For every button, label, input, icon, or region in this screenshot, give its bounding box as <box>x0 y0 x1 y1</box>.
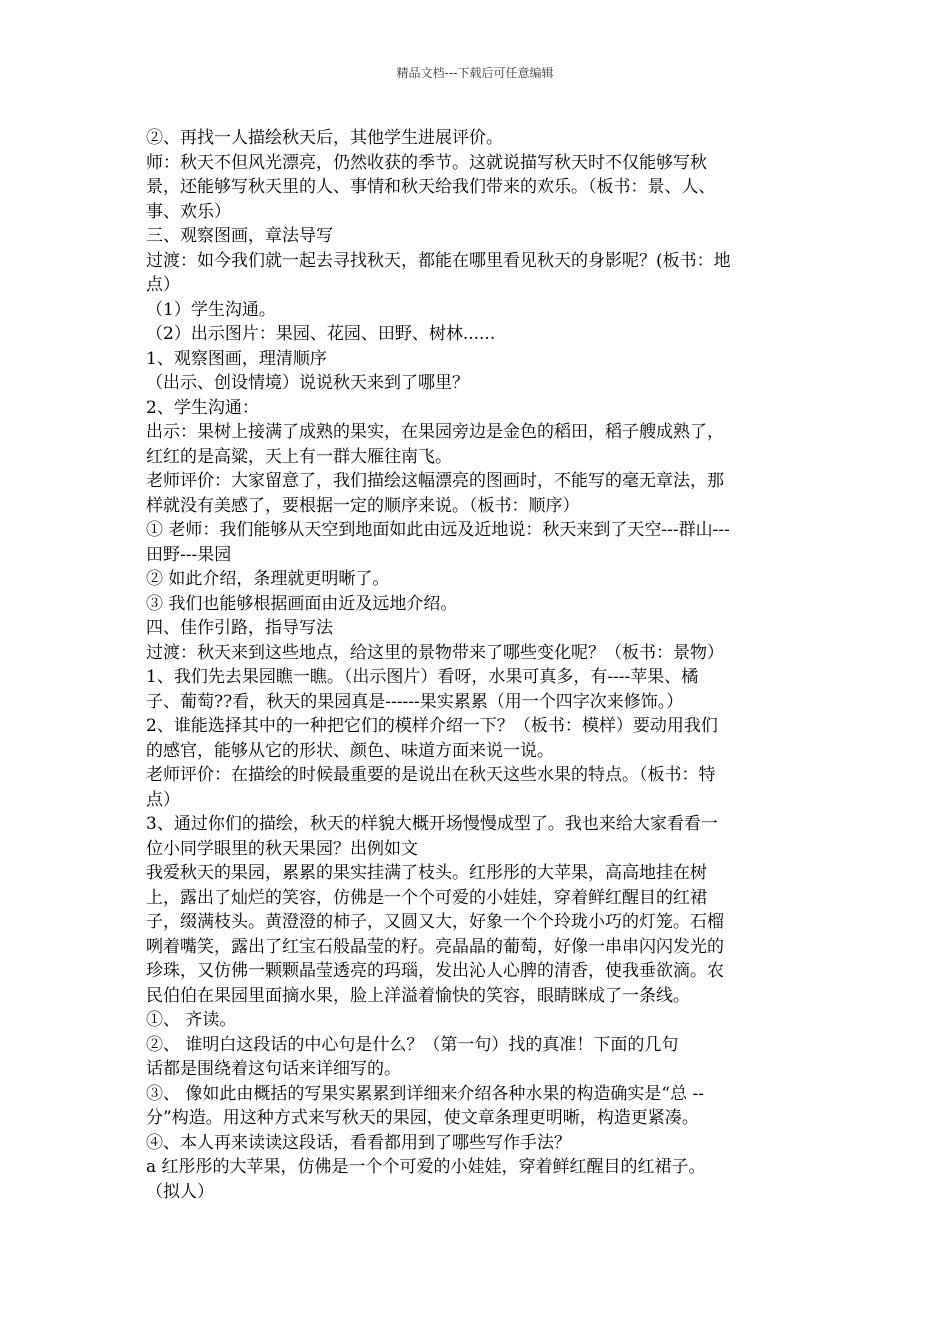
text-line: 咧着嘴笑，露出了红宝石般晶莹的籽。亮晶晶的葡萄，好像一串串闪闪发光的 <box>146 936 724 957</box>
text-line: a 红彤彤的大苹果，仿佛是一个个可爱的小娃娃，穿着鲜红醒目的红裙子。 <box>146 1157 706 1177</box>
text-line: 样就没有美感了，要根据一定的顺序来说。（板书：顺序） <box>146 495 580 516</box>
text-line: 三、观察图画，章法导写 <box>146 226 333 246</box>
text-line: （拟人） <box>146 1181 214 1202</box>
page-header: 精品文档---下载后可任意编辑 <box>396 66 554 80</box>
text-line: 四、佳作引路，指导写法 <box>146 618 333 638</box>
text-line: 2、谁能选择其中的一种把它们的模样介绍一下？（板书：模样）要动用我们 <box>146 716 718 736</box>
text-line: 2、学生沟通： <box>146 397 259 418</box>
text-line: 子、葡萄??看，秋天的果园真是------果实累累（用一个四字次来修饰。） <box>146 691 684 712</box>
text-line: 分”构造。用这种方式来写秋天的果园，使文章条理更明晰，构造更紧凑。 <box>146 1108 699 1128</box>
text-line: 话都是围绕着这句话来详细写的。 <box>146 1059 401 1079</box>
text-line: ① 老师：我们能够从天空到地面如此由远及近地说：秋天来到了天空---群山--- <box>146 520 730 540</box>
text-line: 点） <box>146 275 180 295</box>
text-line: ② 如此介绍，条理就更明晰了。 <box>146 569 390 589</box>
text-line: 过渡：如今我们就一起去寻找秋天，都能在哪里看见秋天的身影呢？(板书：地 <box>146 250 731 271</box>
text-line: 老师评价：在描绘的时候最重要的是说出在秋天这些水果的特点。（板书：特 <box>146 765 716 785</box>
text-line: 我爱秋天的果园，累累的果实挂满了枝头。红彤彤的大苹果，高高地挂在树 <box>146 863 707 883</box>
text-line: 师：秋天不但风光漂亮，仍然收获的季节。这就说描写秋天时不仅能够写秋 <box>146 152 707 173</box>
text-line: 1、我们先去果园瞧一瞧。（出示图片）看呀，水果可真多，有----苹果、橘 <box>146 667 699 687</box>
text-line: ①、 齐读。 <box>146 1010 237 1030</box>
text-line: （2）出示图片：果园、花园、田野、树林...... <box>146 324 496 344</box>
text-line: 点） <box>146 789 180 810</box>
text-line: ③、 像如此由概括的写果实累累到详细来介绍各种水果的构造确实是“总 -- <box>146 1083 704 1104</box>
text-line: ②、再找一人描绘秋天后，其他学生进展评价。 <box>146 128 503 148</box>
text-line: 民伯伯在果园里面摘水果，脸上洋溢着愉快的笑容，眼睛眯成了一条线。 <box>146 985 690 1006</box>
text-line: 子，缀满枝头。黄澄澄的柿子，又圆又大，好象一个个玲珑小巧的灯笼。石榴 <box>146 912 724 932</box>
text-line: 田野---果园 <box>146 544 232 565</box>
text-line: 位小同学眼里的秋天果园？出例如文 <box>146 838 418 859</box>
text-line: 的感官，能够从它的形状、颜色、味道方面来说一说。 <box>146 740 554 761</box>
text-line: 珍珠，又仿佛一颗颗晶莹透亮的玛瑙，发出沁人心脾的清香，使我垂欲滴。农 <box>146 961 724 981</box>
text-line: 老师评价：大家留意了，我们描绘这幅漂亮的图画时，不能写的毫无章法，那 <box>146 471 724 491</box>
text-line: （1）学生沟通。 <box>146 299 276 320</box>
text-line: 红红的是高粱，天上有一群大雁往南飞。 <box>146 446 452 467</box>
text-line: ④、本人再来读读这段话，看看都用到了哪些写作手法？ <box>146 1132 571 1153</box>
text-line: ②、 谁明白这段话的中心句是什么？（第一句）找的真准！下面的几句 <box>146 1034 679 1055</box>
text-line: 景，还能够写秋天里的人、事情和秋天给我们带来的欢乐。（板书：景、人、 <box>146 177 716 197</box>
text-line: 3、通过你们的描绘，秋天的样貌大概开场慢慢成型了。我也来给大家看看一 <box>146 814 718 834</box>
text-line: 上，露出了灿烂的笑容，仿佛是一个个可爱的小娃娃，穿着鲜红醒目的红裙 <box>146 887 707 908</box>
text-line: （出示、创设情境）说说秋天来到了哪里？ <box>146 373 469 393</box>
text-line: 事、欢乐） <box>146 201 231 222</box>
text-line: ③ 我们也能够根据画面由近及远地介绍。 <box>146 593 458 614</box>
text-line: 出示：果树上接满了成熟的果实，在果园旁边是金色的稻田，稻子艘成熟了， <box>146 422 724 442</box>
text-line: 过渡：秋天来到这些地点，给这里的景物带来了哪些变化呢？（板书：景物） <box>146 642 724 663</box>
text-line: 1、观察图画，理清顺序 <box>146 348 327 369</box>
document-body <box>146 126 810 1204</box>
